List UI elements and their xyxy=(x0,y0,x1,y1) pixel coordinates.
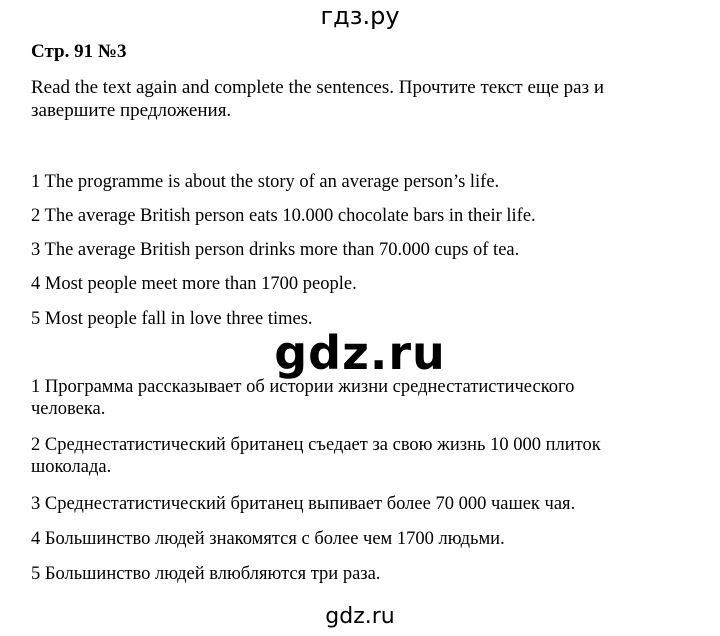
watermark-bottom: gdz.ru xyxy=(325,604,395,629)
russian-sentence-4: 4 Большинство людей знакомятся с более чем 1700 людьми. xyxy=(31,529,505,549)
site-header: гдз.ру xyxy=(320,2,400,30)
russian-sentence-3: 3 Среднестатистический британец выпивает более 70 000 чашек чая. xyxy=(31,494,576,514)
english-sentence-3: 3 The average British person drinks more than 70.000 cups of tea. xyxy=(31,240,520,260)
english-sentence-1: 1 The programme is about the story of an average person’s life. xyxy=(31,172,500,192)
english-sentence-2: 2 The average British person eats 10.000 chocolate bars in their life. xyxy=(31,206,536,226)
page-heading: Стр. 91 №3 xyxy=(31,41,127,62)
russian-sentence-1: 1 Программа рассказывает об истории жизни среднестатистического человека. xyxy=(31,377,575,419)
english-sentence-4: 4 Most people meet more than 1700 people. xyxy=(31,274,357,294)
russian-sentence-2: 2 Среднестатистический британец съедает за свою жизнь 10 000 плиток шоколада. xyxy=(31,435,601,477)
task-instruction: Read the text again and complete the sentences. Прочтите текст еще раз и завершите предложения. xyxy=(31,77,605,121)
english-sentence-5: 5 Most people fall in love three times. xyxy=(31,309,313,329)
watermark-middle: gdz.ru xyxy=(274,326,446,380)
russian-sentence-5: 5 Большинство людей влюбляются три раза. xyxy=(31,564,381,584)
